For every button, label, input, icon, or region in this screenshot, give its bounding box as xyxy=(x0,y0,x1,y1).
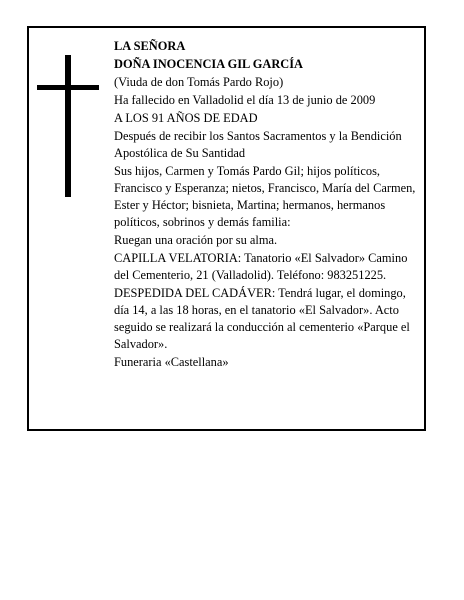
cross-vertical-bar xyxy=(65,55,71,197)
farewell-paragraph: DESPEDIDA DEL CADÁVER: Tendrá lugar, el domingo, día 14, a las 18 horas, en el tanatorio «El Salvador». Acto seguido se realizará la conducción al cementerio «Parque el Salvador». xyxy=(114,286,410,351)
widow-of-line: (Viuda de don Tomás Pardo Rojo) xyxy=(114,75,284,89)
cross-horizontal-bar xyxy=(37,85,99,90)
chapel-paragraph: CAPILLA VELATORIA: Tanatorio «El Salvador» Camino del Cementerio, 21 (Valladolid). Teléfono: 983251225. xyxy=(114,251,408,282)
obituary-text xyxy=(114,38,416,372)
notice-title: LA SEÑORA xyxy=(114,39,186,53)
prayer-line: Ruegan una oración por su alma. xyxy=(114,233,278,247)
deceased-name: DOÑA INOCENCIA GIL GARCÍA xyxy=(114,57,303,71)
family-paragraph: Sus hijos, Carmen y Tomás Pardo Gil; hijos políticos, Francisco y Esperanza; nietos, Francisco, María del Carmen, Ester y Héctor; bisnieta, Martina; hermanos, hermanos políticos, sobrinos y demás familia: xyxy=(114,164,416,229)
age-line: A LOS 91 AÑOS DE EDAD xyxy=(114,111,258,125)
latin-cross-icon xyxy=(37,55,99,197)
funeral-home-line: Funeraria «Castellana» xyxy=(114,355,229,369)
death-info-line: Ha fallecido en Valladolid el día 13 de junio de 2009 xyxy=(114,93,376,107)
sacraments-paragraph: Después de recibir los Santos Sacramentos y la Bendición Apostólica de Su Santidad xyxy=(114,129,402,160)
